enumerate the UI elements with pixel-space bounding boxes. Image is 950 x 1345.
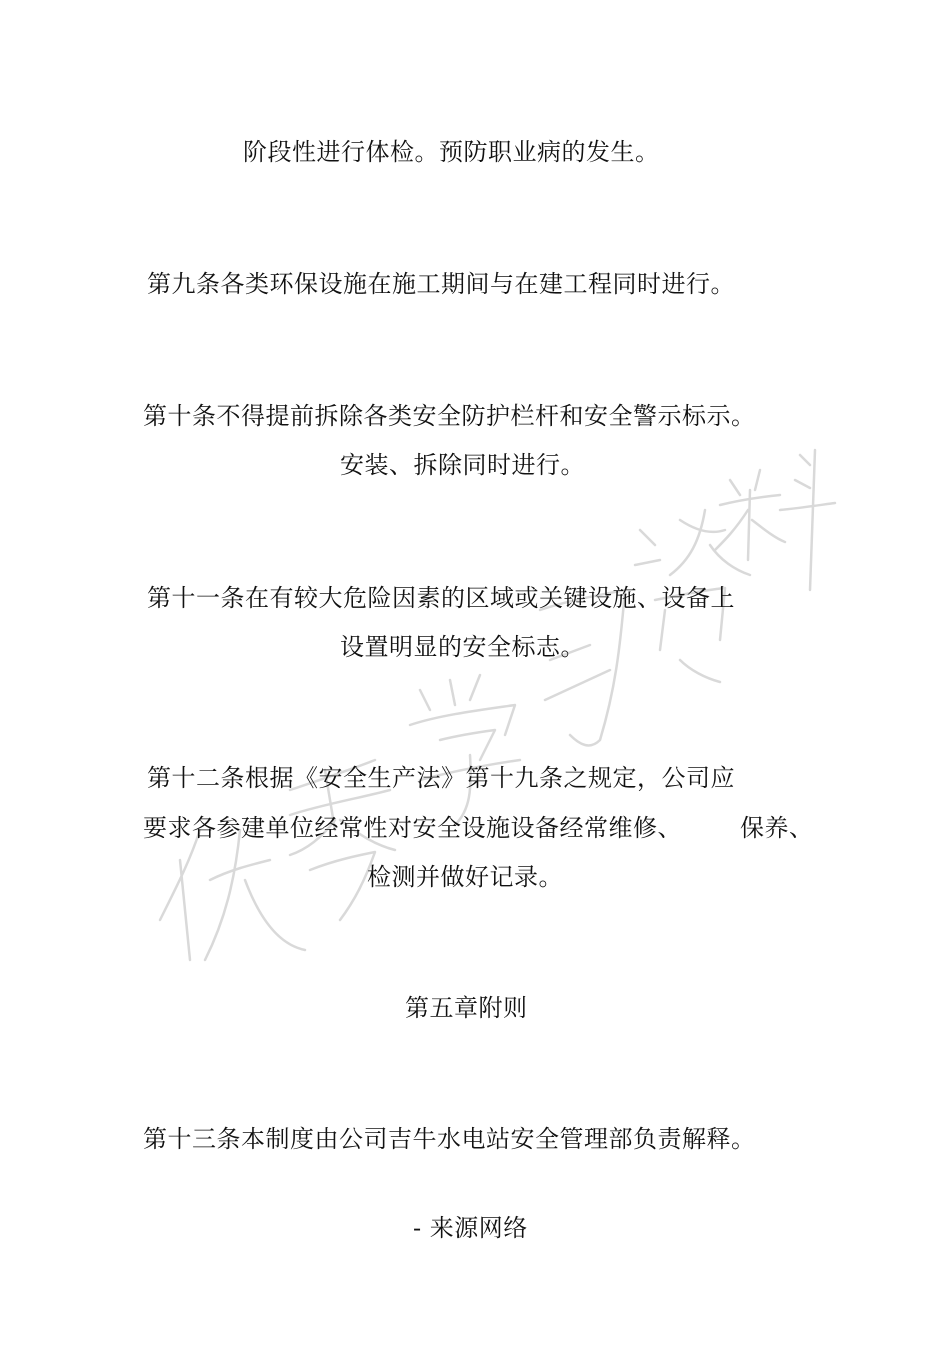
- chapter-heading: 第五章附则: [405, 994, 528, 1022]
- source-note: - 来源网络: [413, 1214, 528, 1242]
- article-9: 第九条各类环保设施在施工期间与在建工程同时进行。: [147, 270, 735, 298]
- article-10: 第十条不得提前拆除各类安全防护栏杆和安全警示标示。: [143, 402, 756, 430]
- article-12: 第十二条根据《安全生产法》第十九条之规定，公司应: [147, 764, 735, 792]
- text-line-checkup: 阶段性进行体检。预防职业病的发生。: [243, 138, 660, 166]
- article-12-continuation: 要求各参建单位经常性对安全设施设备经常维修、: [143, 814, 682, 842]
- article-12-final-line: 检测并做好记录。: [367, 863, 563, 891]
- article-11: 第十一条在有较大危险因素的区域或关键设施、设备上: [147, 584, 735, 612]
- article-12-continuation-tail: 保养、: [740, 814, 814, 842]
- article-13: 第十三条本制度由公司吉牛水电站安全管理部负责解释。: [143, 1125, 756, 1153]
- article-11-continuation: 设置明显的安全标志。: [340, 633, 585, 661]
- article-10-continuation: 安装、拆除同时进行。: [340, 451, 585, 479]
